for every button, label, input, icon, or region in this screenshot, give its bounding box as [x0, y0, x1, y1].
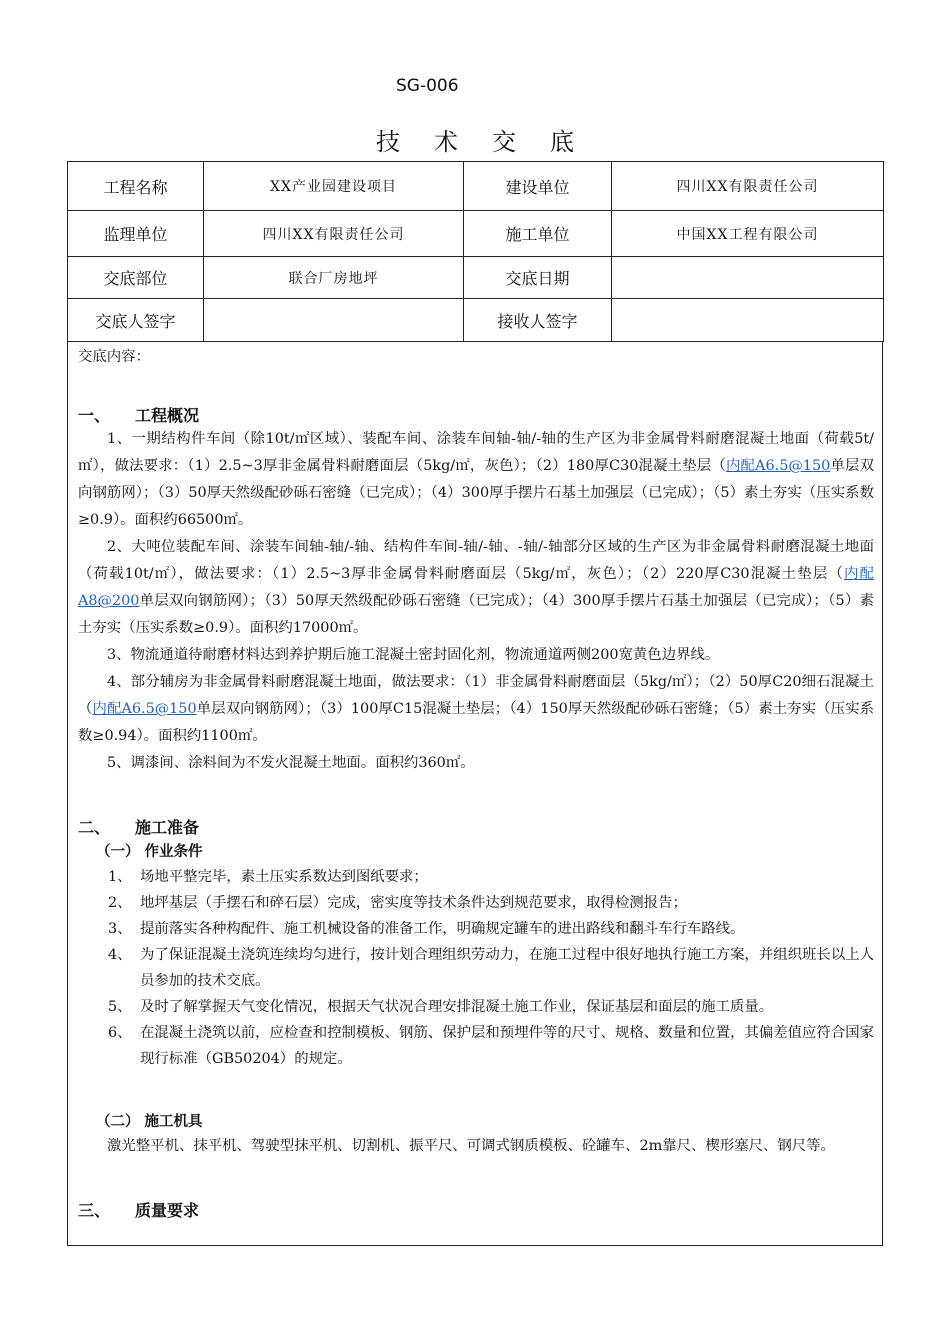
item-text: 为了保证混凝土浇筑连续均匀进行，按计划合理组织劳动力，在施工过程中很好地执行施工方案，并组织班长以上人员参加的技术交底。: [140, 947, 874, 989]
list-item: [108, 942, 874, 994]
section3-title: 质量要求: [135, 1201, 200, 1220]
project-info-table: [67, 161, 884, 342]
item-text: 在混凝土浇筑以前，应检查和控制模板、钢筋、保护层和预埋件等的尺寸、规格、数量和位置，其偏差值应符合国家现行标准（GB50204）的规定。: [140, 1025, 874, 1067]
paragraph-text: 3、物流通道待耐磨材料达到养护期后施工混凝土密封固化剂，物流通道两侧200宽黄色边界线。: [107, 647, 720, 663]
item-text: 提前落实各种构配件、施工机械设备的准备工作，明确规定罐车的进出路线和翻斗车行车路线。: [140, 921, 745, 937]
paragraph-text: 单层双向钢筋网）；（3）100厚C15混凝土垫层；（4）150厚天然级配砂砾石密缝；（5）素土夯实（压实系数≥0.94）。面积约1100㎡。: [78, 701, 874, 744]
paragraph-text: 单层双向钢筋网）；（3）50厚天然级配砂砾石密缝（已完成）；（4）300厚手摆片石基土加强层（已完成）；（5）素土夯实（压实系数≥0.9）。面积约66500㎡。: [78, 458, 874, 528]
presenter-signature-label: 交底人签字: [68, 299, 204, 342]
item-number: 3、: [108, 921, 132, 937]
location-value: 联合厂房地坪: [204, 257, 464, 299]
paragraph-text: 2、大吨位装配车间、涂装车间轴-轴/-轴、结构件车间-轴/-轴、-轴/-轴部分区域的生产区为非金属骨料耐磨混凝土地面（荷载10t/㎡），做法要求：（1）2.5~3厚非金属骨料耐磨面层（5kg/㎡，灰色）；（2）220厚C30混凝土垫层（: [78, 539, 874, 582]
supervisor-label: 监理单位: [68, 211, 204, 257]
work-conditions-list: [108, 864, 874, 1072]
section1-title: 工程概况: [135, 406, 200, 425]
subsection-work-conditions: （一） 作业条件: [96, 844, 203, 860]
document-code: SG-006: [396, 76, 459, 96]
section3-heading: [78, 1198, 199, 1221]
owner-value: 四川XX有限责任公司: [612, 162, 884, 211]
overview-paragraph-2: [78, 534, 874, 642]
item-number: 5、: [108, 999, 132, 1015]
supervisor-value: 四川XX有限责任公司: [204, 211, 464, 257]
item-text: 场地平整完毕，素土压实系数达到图纸要求；: [140, 869, 428, 885]
list-item: [108, 890, 874, 916]
rebar-link[interactable]: 内配A6.5@150: [725, 458, 831, 474]
list-item: [108, 1020, 874, 1072]
rebar-link[interactable]: 内配A6.5@150: [92, 701, 197, 717]
section3-number: 三、: [78, 1201, 111, 1220]
contractor-label: 施工单位: [464, 211, 612, 257]
rebar-link[interactable]: 内配A8@200: [78, 566, 874, 609]
overview-paragraph-4: [78, 669, 874, 750]
paragraph-text: 4、部分辅房为非金属骨料耐磨混凝土地面，做法要求：（1）非金属骨料耐磨面层（5kg/㎡）；（2）50厚C20细石混凝土（: [78, 674, 874, 717]
table-row: [68, 299, 884, 342]
section2-heading: [78, 815, 199, 838]
paragraph-text: 5、调漆间、涂料间为不发火混凝土地面。面积约360㎡。: [107, 755, 475, 771]
overview-paragraph-3: [78, 642, 874, 669]
item-number: 4、: [108, 947, 132, 963]
item-text: 及时了解掌握天气变化情况，根据天气状况合理安排混凝土施工作业，保证基层和面层的施工质量。: [140, 999, 774, 1015]
paragraph-text: 1、一期结构件车间（除10t/㎡区域）、装配车间、涂装车间轴-轴/-轴的生产区为非金属骨料耐磨混凝土地面（荷载5t/㎡），做法要求：（1）2.5~3厚非金属骨料耐磨面层（5kg/㎡，灰色）；（2）180厚C30混凝土垫层（: [78, 431, 874, 474]
section1-number: 一、: [78, 406, 111, 425]
item-number: 1、: [108, 869, 132, 885]
date-label: 交底日期: [464, 257, 612, 299]
item-text: 地坪基层（手摆石和碎石层）完成，密实度等技术条件达到规范要求，取得检测报告；: [140, 895, 687, 911]
list-item: [108, 916, 874, 942]
section1-heading: [78, 403, 199, 426]
section2-title: 施工准备: [135, 818, 200, 837]
table-row: [68, 211, 884, 257]
receiver-signature-label: 接收人签字: [464, 299, 612, 342]
owner-label: 建设单位: [464, 162, 612, 211]
content-label: 交底内容：: [78, 349, 150, 365]
list-item: [108, 864, 874, 890]
subsection-tools: （二） 施工机具: [96, 1114, 203, 1130]
overview-paragraph-1: [78, 426, 874, 534]
document-title: 技术交底: [376, 128, 608, 156]
presenter-signature-field[interactable]: [204, 299, 464, 342]
date-value[interactable]: [612, 257, 884, 299]
table-row: [68, 162, 884, 211]
tools-paragraph: 激光整平机、抹平机、驾驶型抹平机、切割机、振平尺、可调式钢质模板、砼罐车、2m靠尺、楔形塞尺、钢尺等。: [107, 1138, 835, 1154]
section1-paragraphs: [78, 426, 874, 777]
receiver-signature-field[interactable]: [612, 299, 884, 342]
project-name-label: 工程名称: [68, 162, 204, 211]
location-label: 交底部位: [68, 257, 204, 299]
project-name-value: XX产业园建设项目: [204, 162, 464, 211]
contractor-value: 中国XX工程有限公司: [612, 211, 884, 257]
item-number: 2、: [108, 895, 132, 911]
section2-number: 二、: [78, 818, 111, 837]
paragraph-text: 单层双向钢筋网）；（3）50厚天然级配砂砾石密缝（已完成）；（4）300厚手摆片石基土加强层（已完成）；（5）素土夯实（压实系数≥0.9）。面积约17000㎡。: [78, 593, 874, 636]
overview-paragraph-5: [78, 750, 874, 777]
table-row: [68, 257, 884, 299]
item-number: 6、: [108, 1025, 132, 1041]
list-item: [108, 994, 874, 1020]
